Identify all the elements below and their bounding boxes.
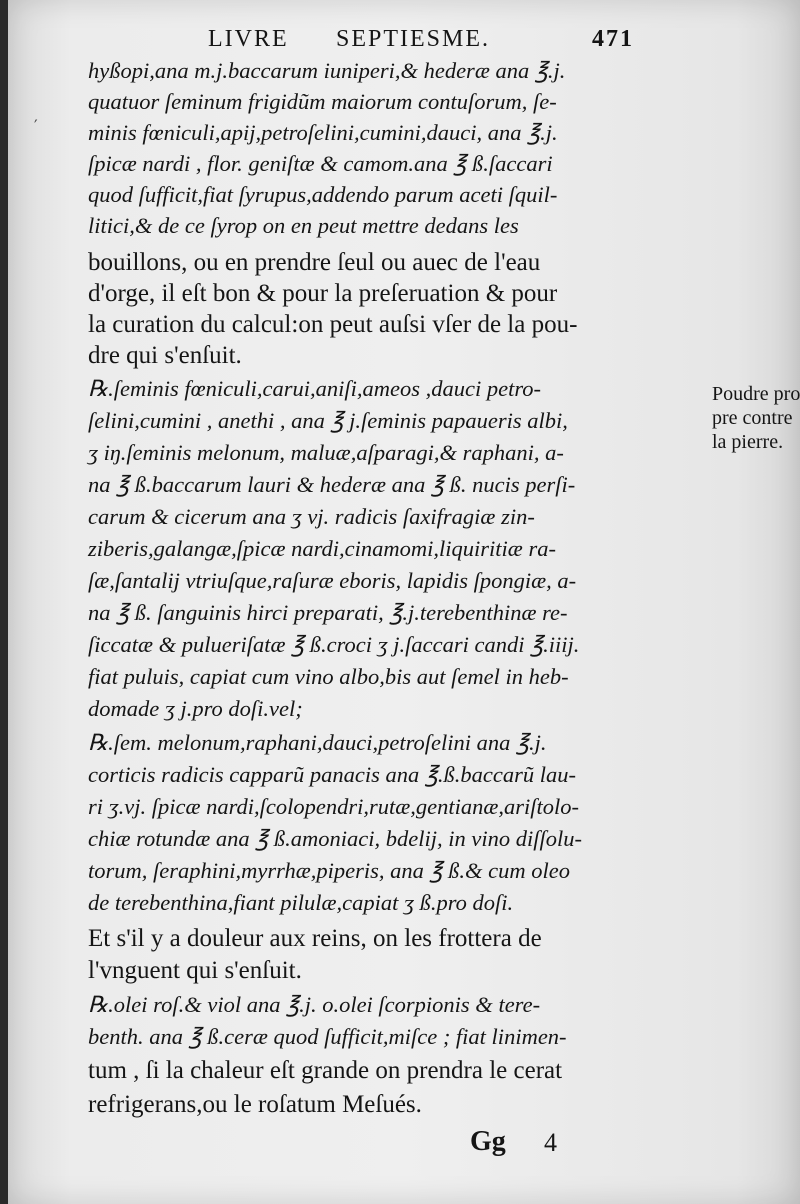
text-line: bouillons, ou en prendre ſeul ou auec de l'eau — [88, 249, 541, 276]
marginal-note-line: Poudre pro — [712, 383, 800, 405]
marginal-note — [712, 382, 800, 454]
text-line: carum & cicerum ana ʒ vj. radicis ſaxifragiæ zin- — [88, 504, 535, 529]
text-line: minis fœniculi,apij,petroſelini,cumini,dauci, ana ℥.j. — [88, 120, 558, 145]
text-line: chiæ rotundæ ana ℥ ß.amoniaci, bdelij, in vino diſſolu- — [88, 826, 583, 851]
text-line: domade ʒ j.pro doſi.vel; — [88, 696, 303, 721]
text-line: fiat puluis, capiat cum vino albo,bis aut ſemel in heb- — [88, 664, 569, 689]
running-header — [148, 26, 648, 62]
text-line: quod ſufficit,fiat ſyrupus,addendo parum aceti ſquil- — [88, 182, 558, 207]
text-line: corticis radicis capparũ panacis ana ℥.ß.baccarũ lau- — [88, 762, 576, 787]
text-line: hyßopi,ana m.j.baccarum iuniperi,& hederæ ana ℥.j. — [88, 58, 566, 83]
text-line: ziberis,galangæ,ſpicæ nardi,cinamomi,liquiritiæ ra- — [88, 536, 556, 561]
text-line: torum, ſeraphini,myrrhæ,piperis, ana ℥ ß.& cum oleo — [88, 858, 570, 883]
text-line: la curation du calcul:on peut auſsi vſer de la pou- — [88, 311, 578, 338]
text-line: d'orge, il eſt bon & pour la preſeruation & pour — [88, 280, 558, 307]
text-line: dre qui s'enſuit. — [88, 342, 242, 369]
text-line: ſpicæ nardi , flor. geniſtæ & camom.ana ℥ ß.ſaccari — [88, 151, 553, 176]
text-line: ℞.ſeminis fœniculi,carui,aniſi,ameos ,dauci petro- — [88, 376, 542, 401]
text-line: ʒ iŋ.ſeminis melonum, maluæ,aſparagi,& raphani, a- — [88, 440, 564, 465]
text-line: refrigerans,ou le roſatum Meſués. — [88, 1091, 422, 1118]
text-line: ℞.olei roſ.& viol ana ℥.j. o.olei ſcorpionis & tere- — [88, 992, 541, 1017]
header-book-label: LIVRE — [208, 26, 289, 52]
book-page — [8, 0, 800, 1204]
text-line: l'vnguent qui s'enſuit. — [88, 957, 302, 984]
signature-number: 4 — [544, 1128, 557, 1157]
printer-signature: Gg — [470, 1126, 506, 1157]
text-line: quatuor ſeminum frigidũm maiorum contuſorum, ſe- — [88, 89, 557, 114]
marginal-note-line: pre contre — [712, 407, 793, 429]
text-line: litici,& de ce ſyrop on en peut mettre dedans les — [88, 213, 519, 238]
text-line: ſæ,ſantalij vtriuſque,raſuræ eboris, lapidis ſpongiæ, a- — [88, 568, 577, 593]
text-line: na ℥ ß.baccarum lauri & hederæ ana ℥ ß. nucis perſi- — [88, 472, 576, 497]
page-number: 471 — [592, 26, 634, 52]
margin-tick-mark: ′ — [34, 116, 38, 135]
text-line: Et s'il y a douleur aux reins, on les frottera de — [88, 925, 542, 952]
text-line: benth. ana ℥ ß.ceræ quod ſufficit,miſce ; fiat linimen- — [88, 1024, 567, 1049]
text-line: ri ʒ.vj. ſpicæ nardi,ſcolopendri,rutæ,gentianæ,ariſtolo- — [88, 794, 580, 819]
text-line: ℞.ſem. melonum,raphani,dauci,petroſelini ana ℥.j. — [88, 730, 547, 755]
text-line: tum , ſi la chaleur eſt grande on prendra le cerat — [88, 1057, 563, 1084]
text-line: na ℥ ß. ſanguinis hirci preparati, ℥.j.terebenthinæ re- — [88, 600, 568, 625]
text-line: ſiccatæ & pulueriſatæ ℥ ß.croci ʒ j.ſaccari candi ℥.iiij. — [88, 632, 580, 657]
text-line: ſelini,cumini , anethi , ana ℥ j.ſeminis papaueris albi, — [88, 408, 568, 433]
marginal-note-line: la pierre. — [712, 431, 784, 453]
header-chapter-label: SEPTIESME. — [336, 26, 491, 52]
text-line: de terebenthina,fiant pilulæ,capiat ʒ ß.pro doſi. — [88, 890, 514, 915]
